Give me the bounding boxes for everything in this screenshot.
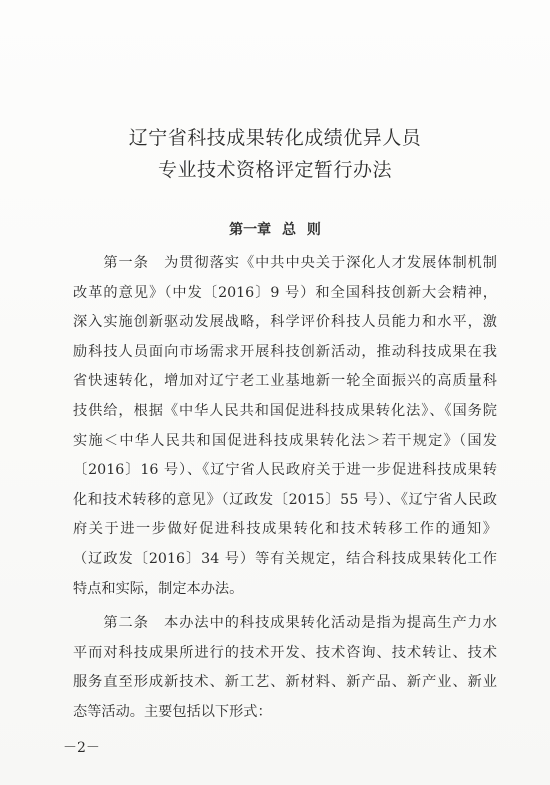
text-line: 省快速转化，增加对辽宁老工业基地新一轮全面振兴的高质量科 (73, 373, 497, 390)
text-line: 〔2016〕16 号）、《辽宁省人民政府关于进一步促进科技成果转 (73, 462, 497, 479)
text-line: 技供给，根据《中华人民共和国促进科技成果转化法》、《国务院 (73, 402, 497, 419)
text-line: 府关于进一步做好促进科技成果转化和技术转移工作的通知》 (73, 521, 497, 538)
text-line: 特点和实际，制定本办法。 (73, 580, 244, 597)
document-title-line-2: 专业技术资格评定暂行办法 (157, 159, 392, 181)
text-line: （辽政发〔2016〕34 号）等有关规定，结合科技成果转化工作 (73, 550, 497, 567)
text-line: 服务直至形成新技术、新工艺、新材料、新产品、新产业、新业 (73, 674, 497, 691)
text-line: 第一条 为贯彻落实《中共中央关于深化人才发展体制机制 (73, 255, 497, 271)
article-1-paragraph (73, 249, 497, 604)
text-line: 励科技人员面向市场需求开展科技创新活动，推动科技成果在我 (73, 343, 497, 360)
text-line: 深入实施创新驱动发展战略，科学评价科技人员能力和水平，激 (73, 314, 497, 331)
text-line: 改革的意见》（中发〔2016〕9 号）和全国科技创新大会精神， (73, 284, 497, 301)
text-line: 实施＜中华人民共和国促进科技成果转化法＞若干规定》（国发 (73, 432, 497, 449)
text-line: 平而对科技成果所进行的技术开发、技术咨询、技术转让、技术 (73, 644, 497, 661)
text-line: 第二条 本办法中的科技成果转化活动是指为提高生产力水 (73, 615, 497, 631)
text-line: 态等活动。主要包括以下形式： (73, 703, 272, 720)
page-number: －2－ (63, 740, 100, 756)
article-2-paragraph (73, 609, 497, 727)
document-title-line-1: 辽宁省科技成果转化成绩优异人员 (128, 127, 422, 149)
chapter-heading: 第一章 总 则 (229, 222, 321, 238)
text-line: 化和技术转移的意见》（辽政发〔2015〕55 号）、《辽宁省人民政 (73, 491, 497, 508)
